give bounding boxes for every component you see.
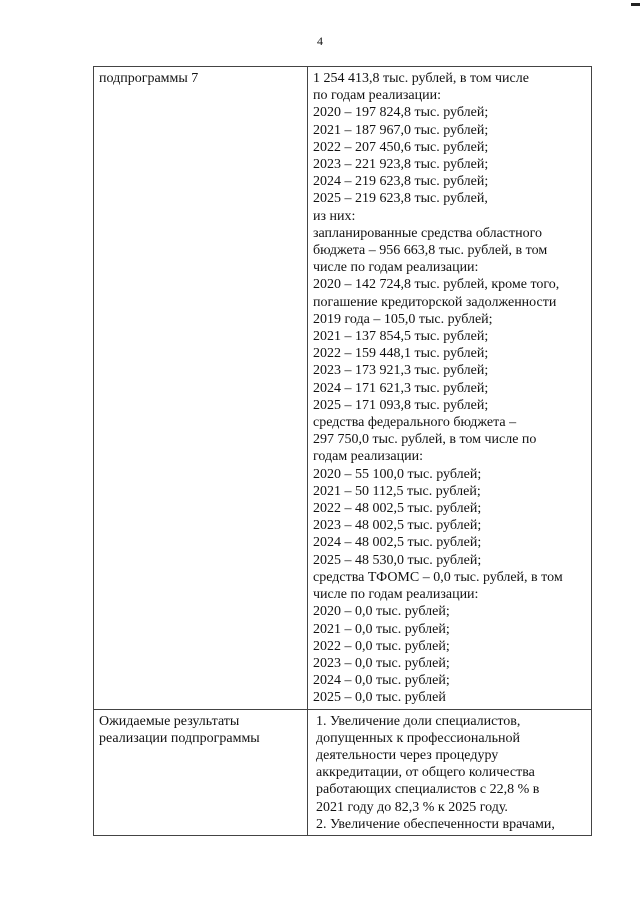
row-value-line: 2025 – 219 623,8 тыс. рублей, (313, 191, 488, 207)
table-row-funding (94, 67, 592, 710)
row-label-line: Ожидаемые результаты (99, 713, 240, 729)
row-value-line: 2. Увеличение обеспеченности врачами, (316, 816, 555, 832)
passport-table (93, 66, 592, 836)
row-label-cell (94, 67, 308, 710)
corner-mark (631, 3, 640, 6)
row-value-line: 2022 – 0,0 тыс. рублей; (313, 638, 450, 654)
row-value-line: числе по годам реализации: (313, 260, 479, 276)
row-value-line: 2020 – 0,0 тыс. рублей; (313, 604, 450, 620)
row-value-line: 2023 – 221 923,8 тыс. рублей; (313, 157, 489, 173)
row-value-line: средства федерального бюджета – (313, 415, 517, 431)
row-value-line: 2025 – 171 093,8 тыс. рублей; (313, 397, 489, 413)
row-value-cell (308, 709, 592, 835)
row-value-line: 2024 – 0,0 тыс. рублей; (313, 673, 450, 689)
row-value-line: допущенных к профессиональной (316, 730, 521, 746)
row-value-line: 2022 – 48 002,5 тыс. рублей; (313, 501, 482, 517)
row-value-line: 2020 – 142 724,8 тыс. рублей, кроме того, (313, 277, 560, 293)
row-value-line: 2025 – 48 530,0 тыс. рублей; (313, 552, 482, 568)
row-value-line: работающих специалистов с 22,8 % в (316, 782, 540, 798)
row-value-line: 2023 – 0,0 тыс. рублей; (313, 655, 450, 671)
row-label-line: реализации подпрограммы (99, 730, 260, 746)
row-value-line: запланированные средства областного (313, 225, 543, 241)
row-value-line: 1. Увеличение доли специалистов, (316, 713, 521, 729)
row-value-line: 2022 – 207 450,6 тыс. рублей; (313, 139, 489, 155)
row-value-line: 2021 – 187 967,0 тыс. рублей; (313, 122, 489, 138)
row-value-line: 2024 – 48 002,5 тыс. рублей; (313, 535, 482, 551)
row-value-line: аккредитации, от общего количества (316, 765, 535, 781)
row-value-line: 2021 – 0,0 тыс. рублей; (313, 621, 450, 637)
row-value-line: 2021 – 50 112,5 тыс. рублей; (313, 483, 481, 499)
row-value-line: 2022 – 159 448,1 тыс. рублей; (313, 346, 489, 362)
row-value-line: 1 254 413,8 тыс. рублей, в том числе (313, 71, 529, 86)
row-value-line: 2025 – 0,0 тыс. рублей (313, 690, 446, 706)
row-value-line: числе по годам реализации: (313, 587, 479, 603)
row-value-line: годам реализации: (313, 449, 423, 465)
row-value-line: 2021 – 137 854,5 тыс. рублей; (313, 329, 489, 345)
row-value-line: 2024 – 171 621,3 тыс. рублей; (313, 380, 489, 396)
row-value-cell (308, 67, 592, 710)
row-value-line: 2020 – 197 824,8 тыс. рублей; (313, 105, 489, 121)
row-value-line: из них: (313, 208, 356, 224)
row-value-line: 2024 – 219 623,8 тыс. рублей; (313, 174, 489, 190)
row-value-line: 2023 – 173 921,3 тыс. рублей; (313, 363, 489, 379)
row-value-line: погашение кредиторской задолженности (313, 294, 557, 310)
row-value-line: средства ТФОМС – 0,0 тыс. рублей, в том (313, 569, 563, 585)
row-value-line: 2023 – 48 002,5 тыс. рублей; (313, 518, 482, 534)
row-value-line: 2020 – 55 100,0 тыс. рублей; (313, 466, 482, 482)
row-label-cell (94, 709, 308, 835)
row-value-line: бюджета – 956 663,8 тыс. рублей, в том (313, 243, 548, 259)
row-value-line: 297 750,0 тыс. рублей, в том числе по (313, 432, 537, 448)
row-label-line: подпрограммы 7 (99, 71, 199, 86)
row-value-line: деятельности через процедуру (316, 747, 499, 763)
row-value-line: по годам реализации: (313, 88, 441, 104)
page-number: 4 (317, 34, 323, 48)
row-value-line: 2021 году до 82,3 % к 2025 году. (316, 799, 508, 815)
row-value-line: 2019 года – 105,0 тыс. рублей; (313, 311, 493, 327)
table-row-results (94, 709, 592, 835)
